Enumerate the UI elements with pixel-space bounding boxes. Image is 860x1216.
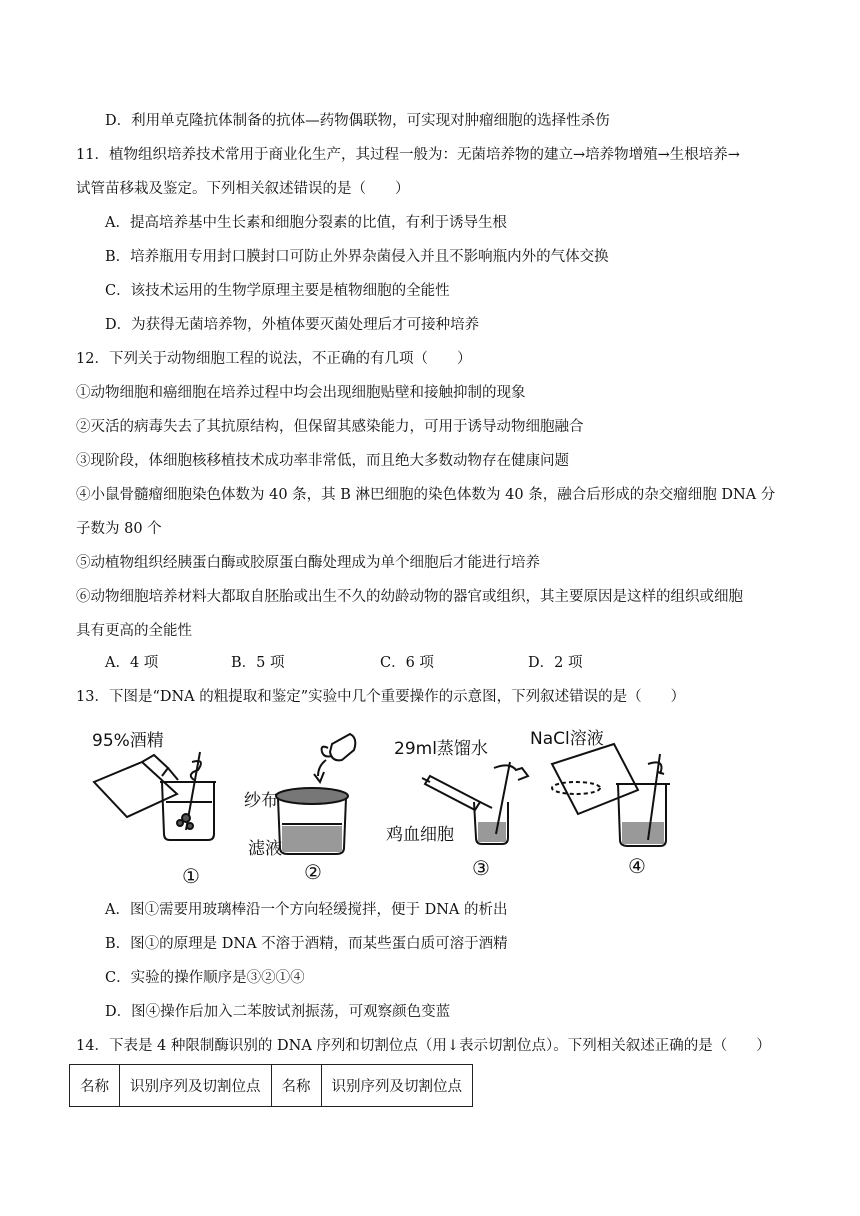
q12-statement-5: ⑤动植物组织经胰蛋白酶或胶原蛋白酶处理成为单个细胞后才能进行培养 (76, 555, 540, 571)
fig3-number: ③ (472, 856, 490, 880)
q11-option-b: B．培养瓶用专用封口膜封口可防止外界杂菌侵入并且不影响瓶内外的气体交换 (105, 249, 609, 265)
q12-statement-4-line2: 子数为 80 个 (76, 521, 162, 537)
table-header-cell: 识别序列及切割位点 (321, 1065, 473, 1107)
fig1-number: ① (182, 864, 200, 888)
dna-extraction-figure (82, 722, 702, 892)
q12-option-d: D．2 项 (528, 655, 583, 671)
fig3-label-blood-cells: 鸡血细胞 (386, 825, 454, 845)
fig2-label-gauze: 纱布 (244, 791, 278, 811)
fig3-label-water: 29ml蒸馏水 (394, 739, 488, 759)
fig2-number: ② (304, 860, 322, 884)
q12-option-c: C．6 项 (380, 655, 434, 671)
fig4-drawing (552, 744, 670, 846)
q13-option-c: C．实验的操作顺序是③②①④ (105, 970, 305, 986)
q11-option-c: C．该技术运用的生物学原理主要是植物细胞的全能性 (105, 283, 450, 299)
q12-option-a: A．4 项 (105, 655, 159, 671)
enzyme-table (69, 1064, 473, 1107)
q12-statement-1: ①动物细胞和癌细胞在培养过程中均会出现细胞贴壁和接触抑制的现象 (76, 385, 526, 401)
q12-statement-6-line2: 具有更高的全能性 (76, 623, 192, 639)
fig4-label-nacl: NaCl溶液 (530, 729, 604, 749)
q12-statement-3: ③现阶段，体细胞核移植技术成功率非常低，而且绝大多数动物存在健康问题 (76, 453, 569, 469)
q10-option-d: D．利用单克隆抗体制备的抗体—药物偶联物，可实现对肿瘤细胞的选择性杀伤 (105, 113, 610, 129)
q11-option-d: D．为获得无菌培养物，外植体要灭菌处理后才可接种培养 (105, 317, 480, 333)
q12-statement-4-line1: ④小鼠骨髓瘤细胞染色体数为 40 条，其 B 淋巴细胞的染色体数为 40 条，融合后形成的杂交瘤细胞 DNA 分 (76, 487, 776, 503)
table-header-cell: 名称 (70, 1065, 120, 1107)
q13-option-b: B．图①的原理是 DNA 不溶于酒精，而某些蛋白质可溶于酒精 (105, 936, 508, 952)
q11-option-a: A．提高培养基中生长素和细胞分裂素的比值，有利于诱导生根 (105, 215, 507, 231)
q11-stem-line1: 11．植物组织培养技术常用于商业化生产，其过程一般为：无菌培养物的建立→培养物增殖→生根培养→ (76, 147, 740, 163)
apparatus-drawings (82, 722, 702, 892)
table-header-row (70, 1065, 473, 1107)
table-header-cell: 识别序列及切割位点 (120, 1065, 272, 1107)
q12-stem: 12．下列关于动物细胞工程的说法，不正确的有几项（ ） (76, 351, 472, 367)
q13-option-a: A．图①需要用玻璃棒沿一个方向轻缓搅拌，便于 DNA 的析出 (105, 902, 508, 918)
fig1-label-ethanol: 95%酒精 (92, 731, 164, 751)
q12-statement-2: ②灭活的病毒失去了其抗原结构，但保留其感染能力，可用于诱导动物细胞融合 (76, 419, 584, 435)
fig1-drawing (94, 752, 216, 840)
q11-stem-line2: 试管苗移栽及鉴定。下列相关叙述错误的是（ ） (76, 181, 410, 197)
q12-statement-6-line1: ⑥动物细胞培养材料大都取自胚胎或出生不久的幼龄动物的器官或组织，其主要原因是这样的组织或细胞 (76, 589, 743, 605)
q14-stem: 14．下表是 4 种限制酶识别的 DNA 序列和切割位点（用↓表示切割位点）。下列相关叙述正确的是（ ） (76, 1038, 771, 1054)
table-header-cell: 名称 (271, 1065, 321, 1107)
q12-option-b: B．5 项 (231, 655, 285, 671)
q13-option-d: D．图④操作后加入二苯胺试剂振荡，可观察颜色变蓝 (105, 1004, 451, 1020)
fig4-number: ④ (628, 854, 646, 878)
fig2-drawing (276, 734, 355, 854)
q13-stem: 13．下图是“DNA 的粗提取和鉴定”实验中几个重要操作的示意图，下列叙述错误的是（ ） (76, 689, 686, 705)
fig2-label-filtrate: 滤液 (248, 839, 282, 859)
